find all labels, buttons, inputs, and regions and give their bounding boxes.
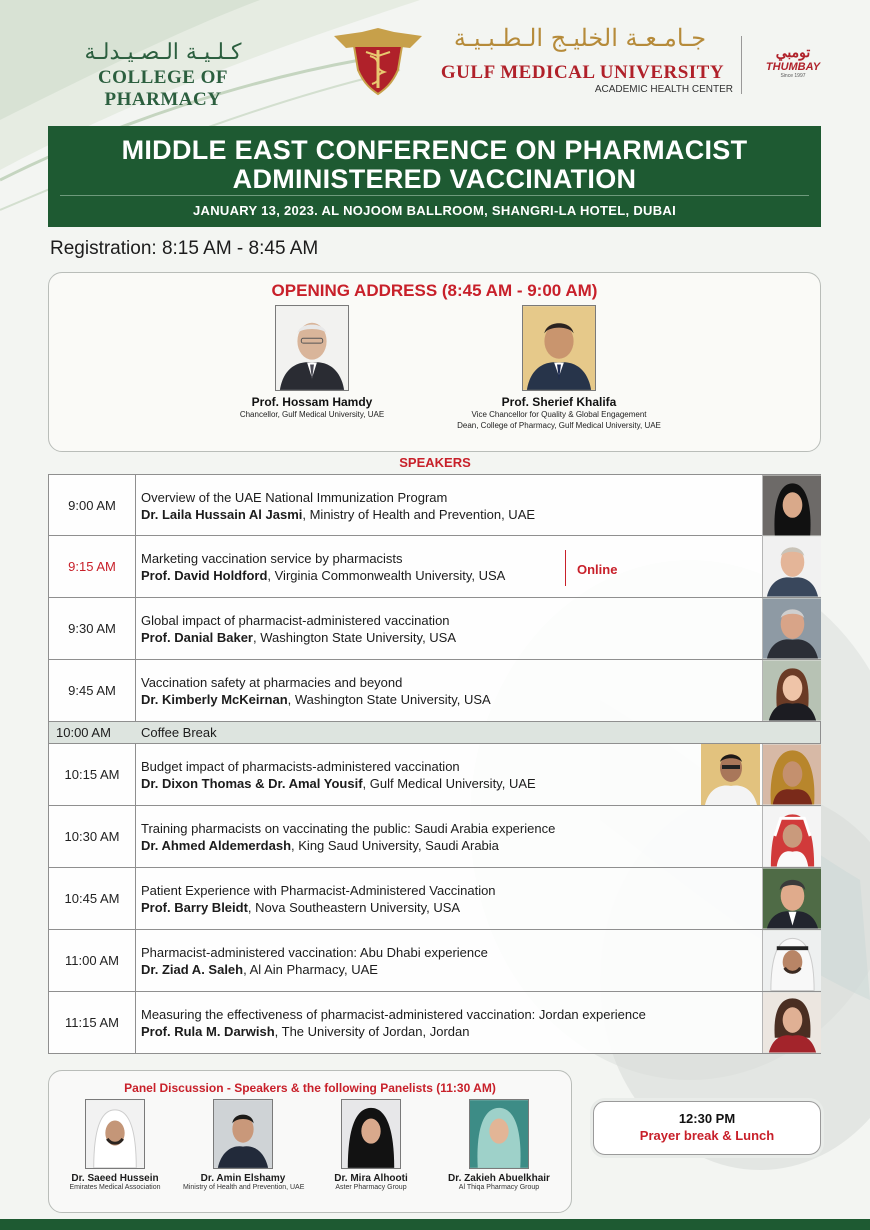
portrait-icon [763,475,821,536]
portrait-icon [214,1100,272,1168]
online-badge: Online [577,562,618,577]
session-content [141,1006,646,1040]
panelist-name: Dr. Zakieh Abuelkhair [448,1173,550,1184]
session-time: 11:15 AM [49,992,136,1053]
portrait-icon [763,806,821,867]
session-speaker: Prof. David Holdford [141,568,268,583]
gmu-crest-icon [332,26,424,96]
banner-divider [60,195,809,196]
session-topic: Pharmacist-administered vaccination: Abu Dhabi experience [141,945,488,960]
thumbay-logo [758,44,828,79]
session-content [141,674,491,708]
speaker-name: Prof. Sherief Khalifa [501,395,617,409]
speaker-thumbnail [762,475,821,536]
session-topic: Training pharmacists on vaccinating the public: Saudi Arabia experience [141,821,556,836]
session-content [141,550,505,584]
session-speaker: Prof. Barry Bleidt [141,900,248,915]
panelist [55,1099,175,1191]
panelist-role: Ministry of Health and Prevention, UAE [183,1184,305,1191]
thumbay-tagline: Since 1997 [780,73,806,79]
portrait-icon [342,1100,400,1168]
panelist-role: Emirates Medical Association [69,1184,161,1191]
session-content [141,612,456,646]
speaker-thumbnail [762,806,821,867]
speaker-role-line2: Dean, College of Pharmacy, Gulf Medical University, UAE [457,421,661,430]
speakers-heading: SPEAKERS [399,455,471,470]
session-affiliation: , Virginia Commonwealth University, USA [267,568,506,583]
portrait-icon [763,660,821,721]
table-row [48,868,821,930]
speaker-thumbnail [762,598,821,659]
session-time: 9:30 AM [49,598,136,659]
session-speaker: Dr. Kimberly McKeirnan [141,692,288,707]
table-row [48,806,821,868]
conference-title-line2: ADMINISTERED VACCINATION [232,164,637,194]
table-row [48,992,821,1054]
thumbay-mark: تومبي [775,44,811,60]
speaker-thumbnail [762,868,821,929]
panelist-photo [469,1099,529,1169]
table-row [48,930,821,992]
session-content [141,820,555,854]
session-time: 10:45 AM [49,868,136,929]
opening-address-box [48,272,821,452]
session-topic: Overview of the UAE National Immunization Program [141,490,448,505]
speaker-thumbnail [762,744,821,805]
coffee-break-row [48,722,821,744]
opening-speaker-hamdy [227,305,397,420]
speaker-photo [275,305,349,391]
conference-title-line1: MIDDLE EAST CONFERENCE ON PHARMACIST [121,135,748,165]
session-speaker: Dr. Ziad A. Saleh [141,962,244,977]
portrait-icon [763,930,821,991]
speaker-photo [522,305,596,391]
coffee-break-label: Coffee Break [141,725,217,740]
panel-discussion-box [48,1070,572,1213]
college-name-english: COLLEGE OF PHARMACY [97,67,229,110]
logo-divider [741,36,742,94]
thumbay-name: THUMBAY [765,61,821,73]
session-time: 11:00 AM [49,930,136,991]
coffee-break-time: 10:00 AM [56,725,111,740]
university-name-arabic: جـامـعـة الخليـج الـطـبـيـة [453,24,707,52]
panelist [439,1099,559,1191]
session-speaker: Dr. Ahmed Aldemerdash [141,838,292,853]
session-content [141,489,535,523]
session-affiliation: , The University of Jordan, Jordan [274,1024,470,1039]
panelist [183,1099,303,1191]
speaker-name: Prof. Hossam Hamdy [251,395,373,409]
table-row [48,536,821,598]
speaker-role: Chancellor, Gulf Medical University, UAE [239,410,385,419]
session-speaker: Dr. Dixon Thomas & Dr. Amal Yousif [141,776,363,791]
session-time: 9:45 AM [49,660,136,721]
session-affiliation: , Al Ain Pharmacy, UAE [243,962,378,977]
session-affiliation: , Ministry of Health and Prevention, UAE [302,507,536,522]
opening-address-heading: OPENING ADDRESS (8:45 AM - 9:00 AM) [271,281,598,300]
gmu-logo [332,24,752,104]
speaker-thumbnail [762,992,821,1053]
session-time: 10:15 AM [49,744,136,805]
session-topic: Budget impact of pharmacists-administered vaccination [141,759,460,774]
session-content [141,882,496,916]
session-affiliation: , Nova Southeastern University, USA [247,900,461,915]
footer-bar [0,1219,870,1230]
panelist-photo [85,1099,145,1169]
session-speaker: Prof. Rula M. Darwish [141,1024,275,1039]
portrait-icon [276,306,348,390]
session-topic: Marketing vaccination service by pharmacists [141,551,403,566]
session-speaker: Dr. Laila Hussain Al Jasmi [141,507,303,522]
online-divider [565,550,566,586]
lunch-label: Prayer break & Lunch [639,1128,775,1143]
session-topic: Global impact of pharmacist-administered vaccination [141,613,450,628]
session-topic: Patient Experience with Pharmacist-Administered Vaccination [141,883,496,898]
lunch-time: 12:30 PM [678,1111,736,1126]
title-banner [48,126,821,227]
portrait-icon [701,744,760,805]
session-content [141,944,488,978]
panelist-role: Al Thiqa Pharmacy Group [458,1184,540,1191]
speaker-thumbnail [762,930,821,991]
session-affiliation: , Gulf Medical University, UAE [362,776,536,791]
speaker-thumbnail [762,536,821,597]
speaker-thumbnail [701,744,760,805]
conference-date-venue: JANUARY 13, 2023. AL NOJOOM BALLROOM, SHANGRI-LA HOTEL, DUBAI [193,203,676,218]
college-of-pharmacy-logo [48,40,278,111]
lunch-box [593,1101,821,1155]
university-name-english: GULF MEDICAL UNIVERSITY [440,62,725,83]
opening-speaker-khalifa [429,305,689,431]
portrait-icon [470,1100,528,1168]
table-row [48,660,821,722]
panelist-role: Aster Pharmacy Group [335,1184,407,1191]
schedule-table [48,474,821,1054]
registration-time: Registration: 8:15 AM - 8:45 AM [50,238,319,259]
portrait-icon [86,1100,144,1168]
panelist-name: Dr. Mira Alhooti [334,1173,408,1184]
session-time: 9:00 AM [49,475,136,535]
panelist-photo [341,1099,401,1169]
portrait-icon [523,306,595,390]
session-topic: Measuring the effectiveness of pharmacist-administered vaccination: Jordan experience [141,1007,646,1022]
session-speaker: Prof. Danial Baker [141,630,253,645]
table-row [48,744,821,806]
portrait-icon [763,744,821,805]
panelist-name: Dr. Saeed Hussein [71,1173,159,1184]
session-topic: Vaccination safety at pharmacies and beyond [141,675,403,690]
session-time: 10:30 AM [49,806,136,867]
panelist-name: Dr. Amin Elshamy [200,1173,286,1184]
university-subtitle: ACADEMIC HEALTH CENTER [594,84,733,95]
panelist-photo [213,1099,273,1169]
portrait-icon [763,992,821,1053]
portrait-icon [763,536,821,597]
panel-heading: Panel Discussion - Speakers & the following Panelists (11:30 AM) [124,1081,496,1095]
speaker-thumbnail [762,660,821,721]
session-content [141,758,536,792]
session-affiliation: , King Saud University, Saudi Arabia [291,838,499,853]
portrait-icon [763,868,821,929]
table-row [48,474,821,536]
session-affiliation: , Washington State University, USA [287,692,491,707]
panelist [311,1099,431,1191]
speaker-role-line1: Vice Chancellor for Quality & Global Engagement [471,410,647,419]
table-row [48,598,821,660]
portrait-icon [763,598,821,659]
college-name-arabic: كـلـيـة الـصـيـدلـة [84,40,242,65]
session-time: 9:15 AM [49,536,136,597]
session-affiliation: , Washington State University, USA [253,630,457,645]
